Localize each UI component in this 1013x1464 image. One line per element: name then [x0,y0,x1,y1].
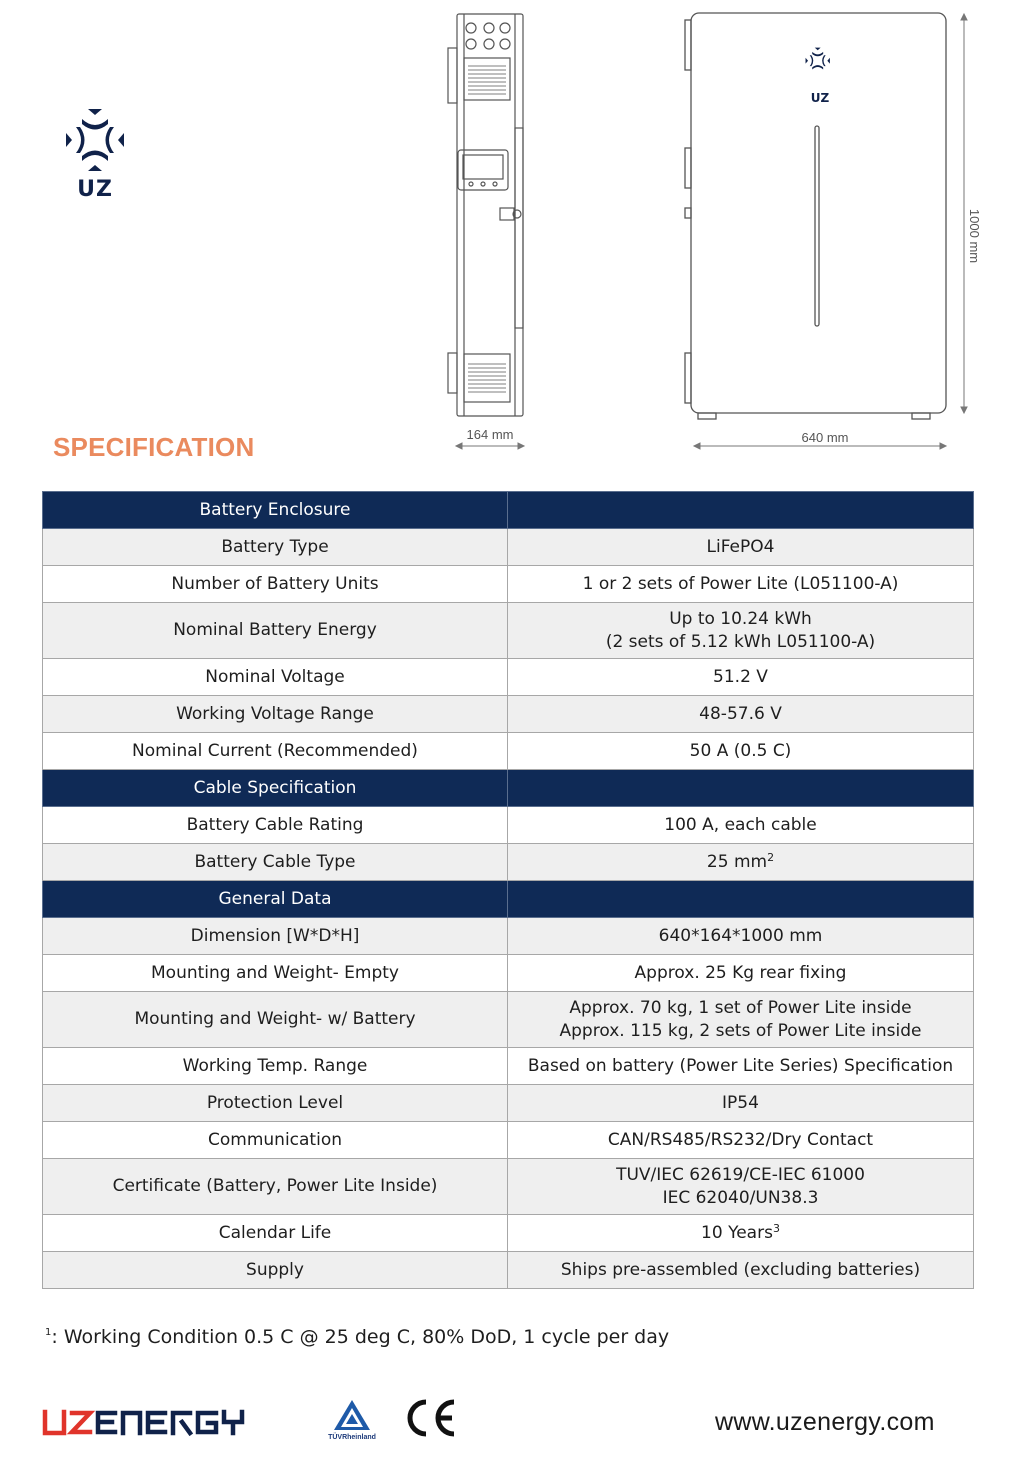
section-header-row [43,492,974,529]
spec-value-line1: Up to 10.24 kWh [669,608,812,629]
table-row [43,659,974,696]
spec-value: Based on battery (Power Lite Series) Specification [508,1048,974,1085]
specification-heading: SPECIFICATION [53,432,255,462]
spec-value: Approx. 25 Kg rear fixing [508,955,974,992]
footnote-text: : Working Condition 0.5 C @ 25 deg C, 80% DoD, 1 cycle per day [51,1326,670,1348]
front-height-dimension: 1000 mm [967,208,982,264]
spec-label: Number of Battery Units [43,566,508,603]
section-header: Cable Specification [193,777,357,798]
spec-value: IP54 [508,1085,974,1122]
spec-value-line2: IEC 62040/UN38.3 [662,1187,819,1208]
spec-label: Certificate (Battery, Power Lite Inside) [43,1159,508,1215]
front-logo-text: UZ [810,91,830,105]
spec-label: Battery Cable Rating [43,807,508,844]
section-header-row [43,881,974,918]
spec-value: 100 A, each cable [508,807,974,844]
spec-value: Ships pre-assembled (excluding batteries) [508,1252,974,1289]
spec-value: 51.2 V [508,659,974,696]
spec-label: Protection Level [43,1085,508,1122]
spec-value: 1 or 2 sets of Power Lite (L051100-A) [508,566,974,603]
table-row [43,1122,974,1159]
footnote [45,1326,669,1348]
table-row [43,603,974,659]
table-row [43,566,974,603]
table-row [43,1048,974,1085]
spec-value: 50 A (0.5 C) [508,733,974,770]
side-width-dimension: 164 mm [466,427,514,442]
spec-value [508,1215,974,1252]
spec-value-line1: Approx. 70 kg, 1 set of Power Lite inside [569,997,912,1018]
table-row [43,1252,974,1289]
spec-value: CAN/RS485/RS232/Dry Contact [508,1122,974,1159]
spec-label: Mounting and Weight- w/ Battery [43,992,508,1048]
spec-label: Nominal Battery Energy [43,603,508,659]
tuv-triangle-icon [324,1396,380,1436]
table-row [43,1215,974,1252]
website-url[interactable]: www.uzenergy.com [715,1408,935,1436]
spec-label: Battery Cable Type [43,844,508,881]
spec-label: Working Voltage Range [43,696,508,733]
spec-value-text: 25 mm [706,851,768,872]
section-header: General Data [218,888,332,909]
front-width-dimension: 640 mm [801,430,849,445]
front-view-drawing [685,13,946,419]
uz-emblem-icon [60,105,130,175]
product-drawings [440,8,1000,463]
company-logo [60,105,130,205]
footnote-mark: 1 [45,1327,52,1338]
spec-value: 48-57.6 V [508,696,974,733]
superscript: 3 [772,1221,780,1235]
spec-value-line1: TUV/IEC 62619/CE-IEC 61000 [616,1164,865,1185]
spec-label: Nominal Voltage [43,659,508,696]
table-row [43,696,974,733]
table-row [43,918,974,955]
section-header: Battery Enclosure [199,499,351,520]
ce-mark-icon [402,1396,460,1440]
spec-label: Dimension [W*D*H] [43,918,508,955]
section-header-row [43,770,974,807]
specification-table [42,491,974,1289]
table-row [43,807,974,844]
spec-label: Supply [43,1252,508,1289]
spec-value: 640*164*1000 mm [508,918,974,955]
spec-value-line2: Approx. 115 kg, 2 sets of Power Lite inside [559,1020,922,1041]
spec-label: Calendar Life [43,1215,508,1252]
logo-text: UZ [77,177,113,202]
uzenergy-wordmark [42,1405,264,1441]
spec-value-line2: (2 sets of 5.12 kWh L051100-A) [605,631,876,652]
front-logo-icon [806,48,830,70]
spec-label: Working Temp. Range [43,1048,508,1085]
table-row [43,1159,974,1215]
table-row [43,844,974,881]
spec-value: LiFePO4 [508,529,974,566]
table-row [43,955,974,992]
spec-value-multiline [508,992,974,1048]
superscript: 2 [767,850,775,864]
tuv-text: TÜVRheinland [328,1434,376,1441]
spec-label: Communication [43,1122,508,1159]
spec-value-multiline [508,1159,974,1215]
spec-value-multiline [508,603,974,659]
spec-value-text: 10 Years [701,1222,773,1243]
spec-label: Nominal Current (Recommended) [43,733,508,770]
spec-value [508,844,974,881]
side-view-drawing [448,14,523,416]
ce-mark-logo [402,1396,460,1440]
table-row [43,733,974,770]
table-row [43,1085,974,1122]
table-row [43,529,974,566]
tuv-certification-logo [324,1396,380,1446]
table-row [43,992,974,1048]
spec-label: Battery Type [43,529,508,566]
spec-label: Mounting and Weight- Empty [43,955,508,992]
